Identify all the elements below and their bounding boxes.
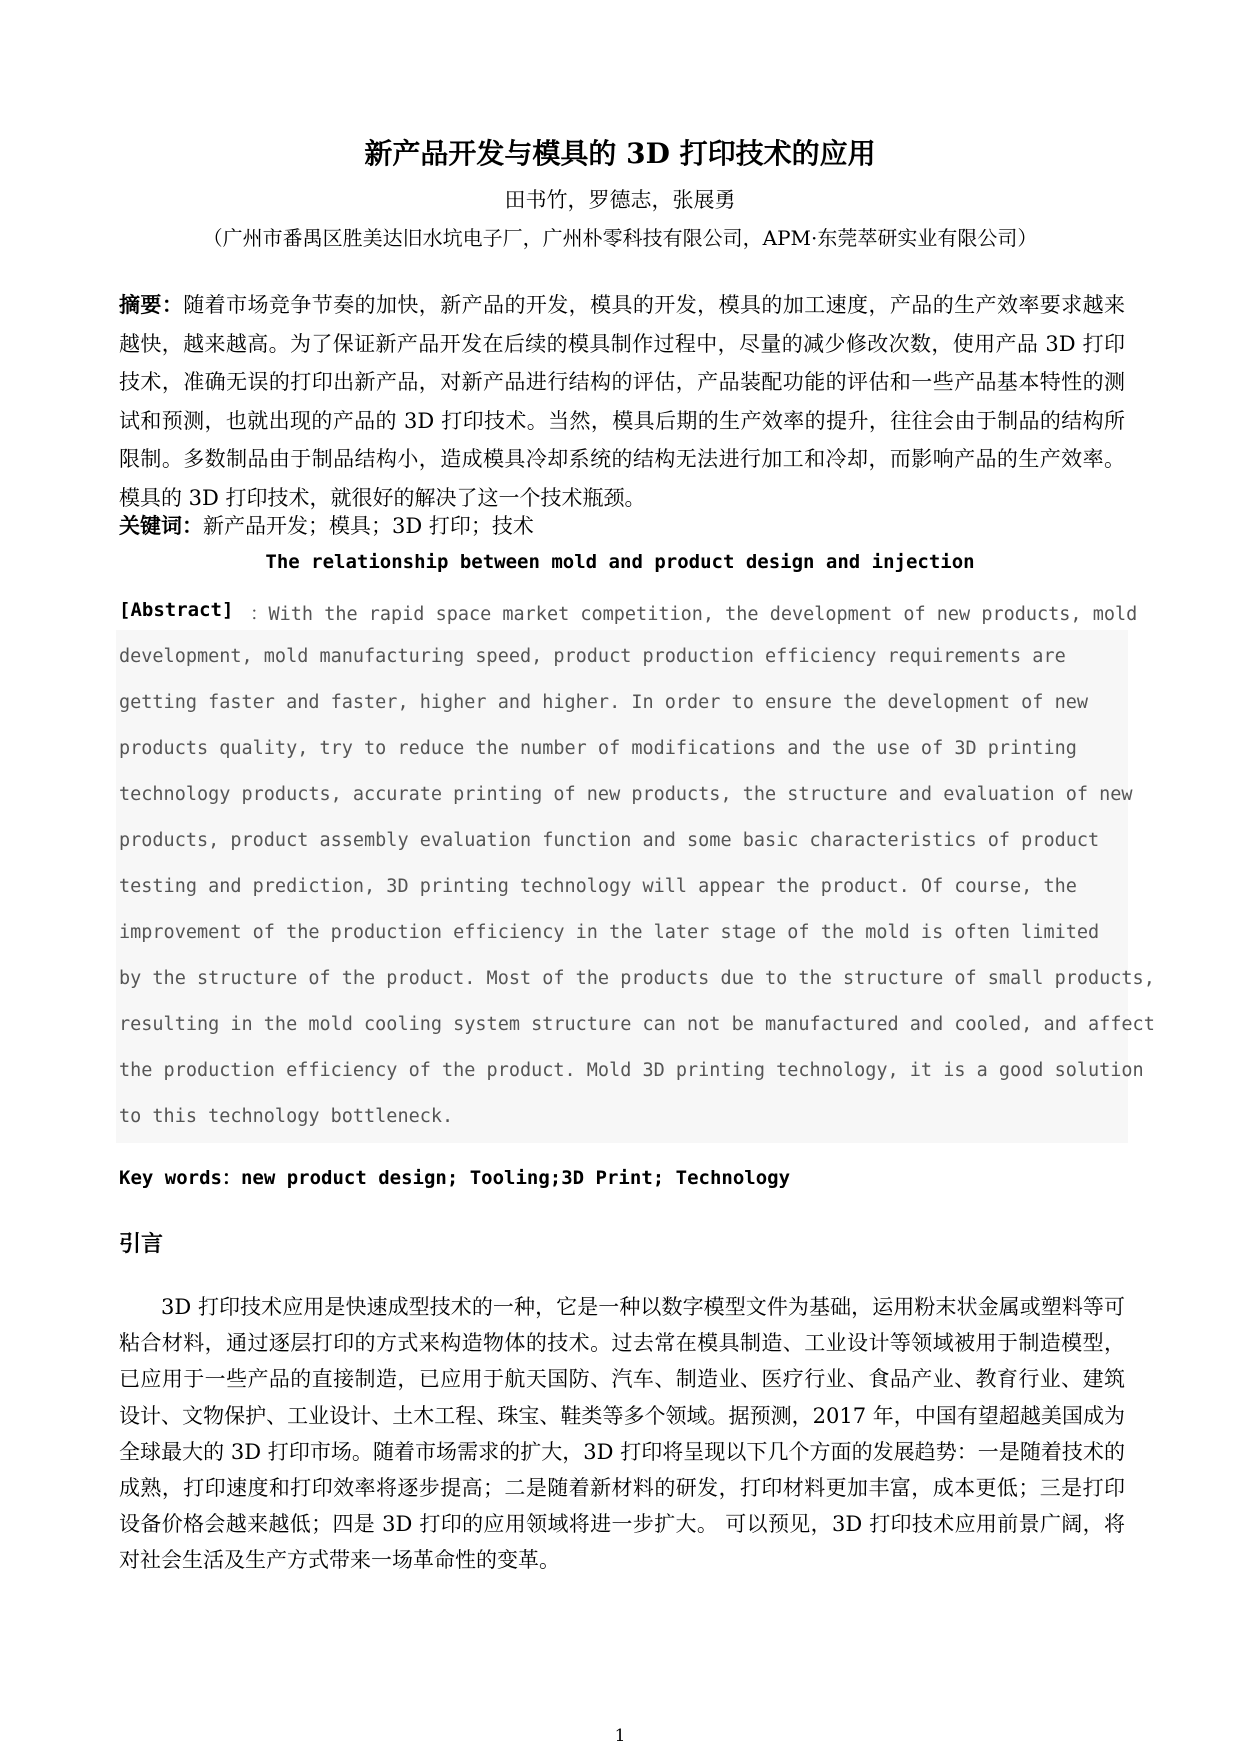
abstract-en-line: by the structure of the product. Most of the products due to the structure of small products, [119,968,1155,989]
keywords-cn [119,510,1125,540]
abstract-en-line: development, mold manufacturing speed, product production efficiency requirements are [119,646,1066,667]
abstract-cn-label: 摘要： [119,292,184,317]
english-title: The relationship between mold and product design and injection [265,551,975,573]
abstract-en-line: products quality, try to reduce the number of modifications and the use of 3D printing [119,738,1077,759]
paper-title: 新产品开发与模具的 3D 打印技术的应用 [364,137,876,170]
author-list: 田书竹，罗德志，张展勇 [504,188,736,212]
intro-paragraph: 3D 打印技术应用是快速成型技术的一种，它是一种以数字模型文件为基础，运用粉末状金属或塑料等可粘合材料，通过逐层打印的方式来构造物体的技术。过去常在模具制造、工业设计等领域被用于制造模型，已应用于一些产品的直接制造，已应用于航天国防、汽车、制造业、医疗行业、食品产业、教育行业、建筑设计、文物保护、工业设计、土木工程、珠宝、鞋类等多个领域。据预测，2017 年，中国有望超越美国成为全球最大的 3D 打印市场。随着市场需求的扩大，3D 打印将呈现以下几个方面的发展趋势：一是随着技术的成熟，打印速度和打印效率将逐步提高；二是随着新材料的研发，打印材料更加丰富，成本更低；三是打印设备价格会越来越低；四是 3D 打印的应用领域将进一步扩大。 可以预见，3D 打印技术应用前景广阔，将对社会生活及生产方式带来一场革命性的变革。 [119,1295,1125,1573]
keywords-cn-label: 关键词： [119,513,203,538]
abstract-en-line: products, product assembly evaluation function and some basic characteristics of product [119,830,1100,851]
page-number: 1 [614,1726,626,1746]
abstract-cn [119,286,1125,517]
abstract-en-line: resulting in the mold cooling system structure can not be manufactured and cooled, and affect [119,1014,1155,1035]
abstract-en-line: improvement of the production efficiency in the later stage of the mold is often limited [119,922,1100,943]
abstract-cn-text: 随着市场竞争节奏的加快，新产品的开发，模具的开发，模具的加工速度，产品的生产效率要求越来越快，越来越高。为了保证新产品开发在后续的模具制作过程中，尽量的减少修改次数，使用产品 3D 打印技术，准确无误的打印出新产品，对新产品进行结构的评估，产品装配功能的评估和一些产品基本特性的测试和预测，也就出现的产品的 3D 打印技术。当然，模具后期的生产效率的提升，往往会由于制品的结构所限制。多数制品由于制品结构小，造成模具冷却系统的结构无法进行加工和冷却，而影响产品的生产效率。模具的 3D 打印技术，就很好的解决了这一个技术瓶颈。 [119,293,1126,510]
intro-body [119,1289,1125,1579]
abstract-en-label: [Abstract] [119,599,234,621]
affiliation: （广州市番禺区胜美达旧水坑电子厂，广州朴零科技有限公司，APM·东莞萃研实业有限公司） [202,226,1038,250]
abstract-en-line: to this technology bottleneck. [119,1106,454,1127]
keywords-cn-text: 新产品开发；模具；3D 打印；技术 [203,514,534,538]
abstract-en-line: testing and prediction, 3D printing technology will appear the product. Of course, the [119,876,1077,897]
keywords-en: Key words：new product design; Tooling;3D Print; Technology [119,1167,791,1189]
abstract-en-line: ：With the rapid space market competition, the development of new products, mold [250,604,1138,625]
abstract-en-line: getting faster and faster, higher and higher. In order to ensure the development of new [119,692,1089,713]
abstract-en-line: the production efficiency of the product. Mold 3D printing technology, it is a good solution [119,1060,1144,1081]
section-heading: 引言 [119,1231,164,1257]
abstract-en-line: technology products, accurate printing of new products, the structure and evaluation of new [119,784,1133,805]
